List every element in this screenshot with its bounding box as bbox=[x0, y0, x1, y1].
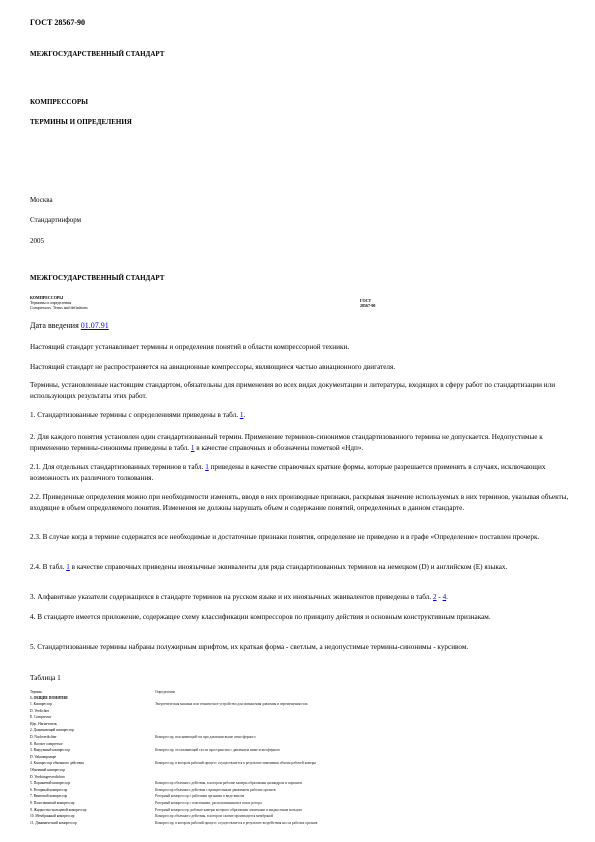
standard-type-2: МЕЖГОСУДАРСТВЕННЫЙ СТАНДАРТ bbox=[30, 274, 165, 282]
term-cell: D. Nachverdichter bbox=[30, 735, 57, 739]
term-cell: 3. Вакуумный компрессор bbox=[30, 748, 71, 753]
paragraph-5: 5. Стандартизованные термины набраны полужирным шрифтом, их краткая форма - светлым, а недопустимые термины-синонимы - курсивом. bbox=[30, 643, 469, 651]
paragraph-3 bbox=[30, 592, 570, 603]
term-cell: D. Verdrängerverdichter bbox=[30, 774, 65, 779]
section-title: 1. ОБЩИЕ ПОНЯТИЯ bbox=[30, 696, 68, 700]
term-cell: D. Vakuumpumpe bbox=[30, 754, 57, 759]
term-cell: E. Compressor bbox=[30, 715, 52, 720]
table-row bbox=[30, 735, 570, 740]
date-link[interactable]: 01.07.91 bbox=[80, 321, 109, 330]
table-row bbox=[30, 755, 570, 760]
definition-cell: Компрессор, в котором рабочий процесс осуществляется в результате изменения объема рабочей камеры bbox=[155, 761, 316, 766]
header-term: Термин bbox=[30, 690, 42, 694]
year: 2005 bbox=[30, 237, 44, 245]
term-cell: Объемный компрессор bbox=[30, 768, 65, 772]
table-section bbox=[30, 696, 570, 701]
definition-cell: Компрессор, отсасывающий газ из пространства с давлением ниже атмосферного bbox=[155, 748, 281, 753]
title-line-1: КОМПРЕССОРЫ bbox=[30, 98, 89, 106]
definition-cell: Роторный компрессор с пластинами, расположенными в пазах ротора bbox=[155, 801, 262, 805]
table-row bbox=[30, 794, 570, 799]
header-definition: Определение bbox=[155, 690, 176, 694]
paragraph-4: 4. В стандарте имеется приложение, содержащее схему классификации компрессоров по принципу действия и основным конструктивным признакам. bbox=[30, 613, 491, 621]
table-row bbox=[30, 814, 570, 819]
definition-cell: Компрессор объемного действия, в котором сжатие производится мембраной bbox=[155, 814, 274, 819]
term-cell: Ндп. Нагнетатель bbox=[30, 721, 58, 726]
table-row bbox=[30, 781, 570, 786]
paragraph-3-end: . bbox=[446, 593, 448, 601]
term-cell: D. Verdichter bbox=[30, 708, 50, 713]
paragraph-2-4-text: 2.4. В табл. bbox=[30, 563, 67, 571]
paragraph-3-dash: - bbox=[436, 593, 443, 601]
city: Москва bbox=[30, 196, 53, 204]
table-1-link[interactable]: 1 bbox=[66, 563, 70, 571]
paragraph-2-1-end: приведены в качестве справочных краткие формы, которые разрешается применять в случаях, исключающих возможность их различного толкования. bbox=[30, 463, 546, 482]
definition-cell: Компрессор объемного действия, в котором рабочие камеры образованы цилиндром и поршнем bbox=[155, 781, 302, 786]
table-title: Таблица 1 bbox=[30, 674, 61, 682]
table-row bbox=[30, 788, 570, 793]
table-row bbox=[30, 722, 570, 727]
table-row bbox=[30, 728, 570, 733]
standard-type: МЕЖГОСУДАРСТВЕННЫЙ СТАНДАРТ bbox=[30, 50, 165, 58]
date-label: Дата введения bbox=[30, 321, 81, 330]
table-row bbox=[30, 775, 570, 780]
paragraph-2-3: 2.3. В случае когда в термине содержатся все необходимые и достаточные признаки понятия, определение не приведено и в графе «Определение» поставлен прочерк. bbox=[30, 533, 540, 541]
paragraph-2 bbox=[30, 432, 570, 454]
definition-cell: Роторный компрессор с рабочими органами в виде винтов bbox=[155, 794, 245, 799]
term-cell: 9. Жидкостно-кольцевой компрессор bbox=[30, 807, 87, 812]
paragraph-2-1 bbox=[30, 462, 570, 484]
paragraph-2-text: 2. Для каждого понятия установлен один стандартизованный термин. Применение терминов-синонимов стандартизованного термина не допускается. Недопустимые к применению термины-синонимы приведены в табл. bbox=[30, 433, 543, 452]
header-left-line-3: Compressors. Terms and definitions bbox=[30, 305, 88, 310]
table-row bbox=[30, 768, 570, 773]
header-right-line-2: 28567-90 bbox=[360, 303, 376, 308]
paragraph-mandatory: Термины, установленные настоящим стандартом, обязательны для применения во всех видах документации и литературы, входящих в сферу работ по стандартизации или использующих результаты этих работ. bbox=[30, 381, 556, 400]
paragraph-2-end: в качестве справочных и обозначены пометкой «Ндп». bbox=[194, 444, 364, 452]
header-right-line-1: ГОСТ bbox=[360, 298, 372, 303]
table-2-link[interactable]: 2 bbox=[432, 593, 437, 601]
paragraph-2-2: 2.2. Приведенные определения можно при необходимости изменять, вводя в них производные признаки, раскрывая значение используемых в них терминов, указывая объекты, входящие в объем определяемого понятия. Изменения не должны нарушать объем и содержание понятий, определенных в данном стандарте. bbox=[30, 493, 569, 512]
term-cell: 4. Компрессор объемного действия bbox=[30, 761, 84, 766]
term-cell: 8. Пластинчатый компрессор bbox=[30, 801, 75, 805]
table-row bbox=[30, 801, 570, 806]
term-cell: 1. Компрессор bbox=[30, 702, 53, 706]
definition-cell: Энергетическая машина или техническое устройство для повышения давления и перемещения газа bbox=[155, 702, 308, 706]
paragraph-2-1-text: 2.1. Для отдельных стандартизованных терминов в табл. bbox=[30, 463, 206, 471]
term-cell: 6. Роторный компрессор bbox=[30, 787, 68, 792]
term-cell: 2. Дожимающий компрессор bbox=[30, 728, 74, 733]
table-4-link[interactable]: 4 bbox=[442, 593, 447, 601]
table-row bbox=[30, 748, 570, 753]
table-row bbox=[30, 808, 570, 813]
table-header bbox=[30, 690, 570, 695]
header-left-line-2: Термины и определения bbox=[30, 300, 72, 305]
publisher: Стандартинформ bbox=[30, 216, 82, 224]
table-1-link[interactable]: 1 bbox=[205, 463, 209, 471]
paragraph-exclusion: Настоящий стандарт не распространяется на авиационные компрессоры, являющиеся частью авиационного двигателя. bbox=[30, 363, 396, 371]
table-row bbox=[30, 715, 570, 720]
gost-number: ГОСТ 28567-90 bbox=[30, 18, 85, 27]
table-row bbox=[30, 761, 570, 766]
definition-cell: Компрессор объемного действия с вращательным движением рабочих органов bbox=[155, 787, 276, 792]
paragraph-1-end: . bbox=[243, 411, 246, 419]
term-cell: 5. Поршневой компрессор bbox=[30, 781, 71, 786]
paragraph-scope: Настоящий стандарт устанавливает термины и определения понятий в области компрессорной техники. bbox=[30, 343, 350, 351]
paragraph-1 bbox=[30, 410, 570, 421]
definition-cell: Роторный компрессор, рабочие камеры которого образованы лопатками и жидкостным кольцом bbox=[155, 807, 302, 812]
header-left-line-1: КОМПРЕССОРЫ bbox=[30, 295, 64, 300]
paragraph-2-4-end: в качестве справочных приведены иноязычные эквиваленты для ряда стандартизованных терминов на немецком (D) и английском (E) языках. bbox=[69, 563, 508, 571]
paragraph-3-text: 3. Алфавитные указатели содержащихся в стандарте терминов на русском языке и их иноязычных эквивалентов приведены в табл. bbox=[30, 593, 433, 601]
table-row bbox=[30, 742, 570, 747]
term-cell: E. Booster compressor bbox=[30, 741, 63, 746]
definition-cell: Компрессор, в котором рабочий процесс осуществляется в результате воздействия на газ рабочих органов bbox=[155, 820, 318, 825]
introduction-date bbox=[30, 321, 109, 331]
table-row bbox=[30, 702, 570, 707]
definition-cell: Компрессор, всасывающий газ при давлении выше атмосферного bbox=[155, 735, 256, 739]
paragraph-2-4 bbox=[30, 562, 570, 573]
title-line-2: ТЕРМИНЫ И ОПРЕДЕЛЕНИЯ bbox=[30, 118, 132, 126]
table-1-link[interactable]: 1 bbox=[190, 444, 195, 452]
table-1-link[interactable]: 1 bbox=[239, 411, 244, 419]
term-cell: 10. Мембранный компрессор bbox=[30, 814, 75, 819]
term-cell: 7. Винтовой компрессор bbox=[30, 794, 68, 799]
paragraph-1-text: 1. Стандартизованные термины с определениями приведены в табл. bbox=[30, 411, 240, 419]
table-row bbox=[30, 709, 570, 714]
table-row bbox=[30, 821, 570, 826]
term-cell: 11. Динамический компрессор bbox=[30, 820, 77, 825]
